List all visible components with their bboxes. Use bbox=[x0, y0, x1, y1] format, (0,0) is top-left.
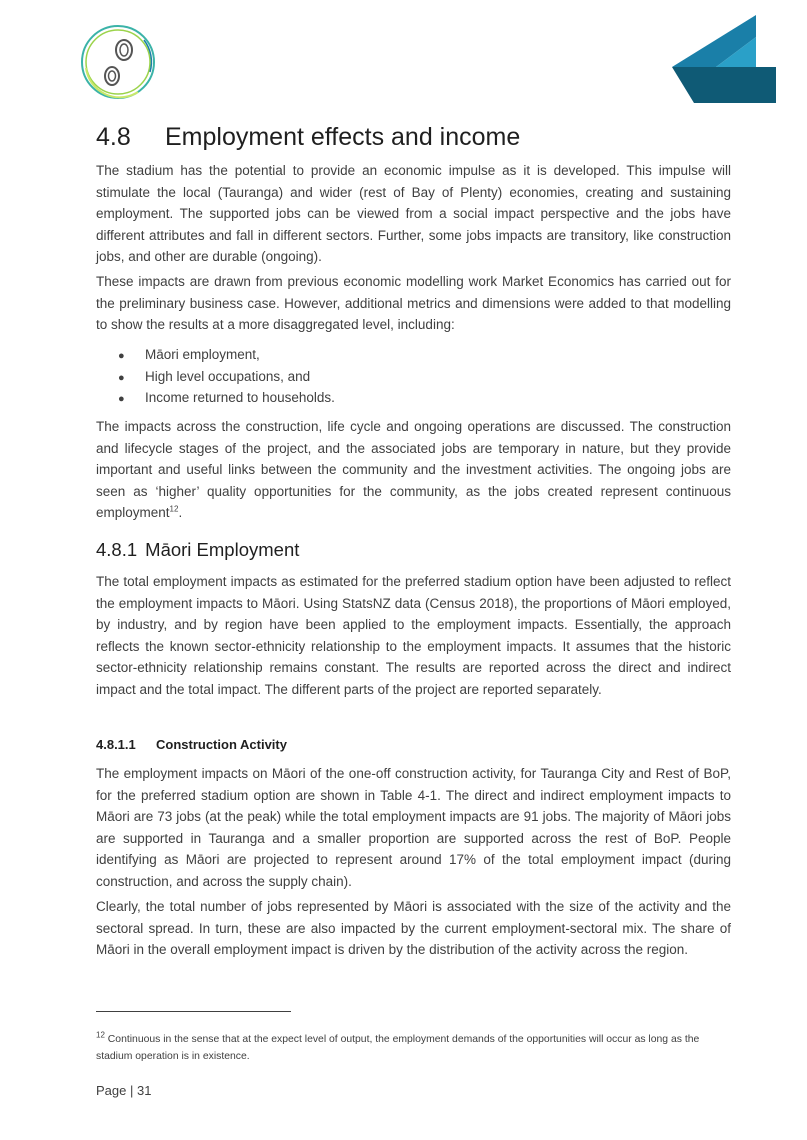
section-title: Employment effects and income bbox=[165, 123, 521, 151]
list-item: ● High level occupations, and bbox=[118, 366, 335, 388]
subsubsection-title: Construction Activity bbox=[156, 737, 287, 752]
footprints-circle-logo bbox=[78, 22, 158, 102]
chevron-z-logo bbox=[670, 15, 778, 103]
subsubsection-number: 4.8.1.1 bbox=[96, 737, 136, 752]
subsection-number: 4.8.1 bbox=[96, 539, 138, 560]
section-heading bbox=[96, 123, 520, 152]
footnote-ref[interactable]: 12 bbox=[169, 504, 179, 514]
subsection-title: Māori Employment bbox=[145, 539, 300, 560]
construction-paragraph-2: Clearly, the total number of jobs represented by Māori is associated with the size of the activity and the sectoral spread. In turn, these are also impacted by the current employment-sectoral mix. The share of Māori in the overall employment impact is driven by the distribution of the activity across the region. bbox=[96, 899, 731, 957]
list-item: ● Income returned to households. bbox=[118, 387, 335, 409]
subsubsection-heading bbox=[96, 737, 287, 752]
bullet-list bbox=[118, 344, 335, 409]
subsection-paragraph: The total employment impacts as estimated for the preferred stadium option have been adjusted to reflect the employment impacts to Māori. Using StatsNZ data (Census 2018), the proportions of Māori employed, by industry, and by region have been applied to the employment impacts. Essentially, the approach reflects the known sector-ethnicity relationship to the employment impacts. It assumes that the historic sector-ethnicity relationship remains constant. The results are reported across the direct and indirect impact and the total impact. The different parts of the project are reported separately. bbox=[96, 574, 731, 697]
bullet-icon: ● bbox=[118, 393, 125, 405]
paragraph-1: The stadium has the potential to provide an economic impulse as it is developed. This impulse will stimulate the local (Tauranga) and wider (rest of Bay of Plenty) economies, creating and sustaining employment. The supported jobs can be viewed from a social impact perspective and the jobs have different attributes and fall in different sectors. Further, some jobs impacts are transitory, like construction jobs, and other are durable (ongoing). bbox=[96, 163, 731, 264]
bullet-icon: ● bbox=[118, 371, 125, 384]
bullet-icon: ● bbox=[118, 350, 125, 362]
page-number: Page | 31 bbox=[96, 1083, 152, 1098]
footnote-number: 12 bbox=[96, 1030, 105, 1040]
subsection-heading bbox=[96, 539, 299, 561]
list-item: ● Māori employment, bbox=[118, 344, 335, 366]
section-number: 4.8 bbox=[96, 123, 131, 151]
paragraph-3: The impacts across the construction, life cycle and ongoing operations are discussed. The construction and lifecycle stages of the project, and the associated jobs are temporary in nature, but they provide important and useful links between the community and the investment activities. The ongoing jobs are seen as ‘higher’ quality opportunities for the community, as the jobs created represent continuous employment$^{12}$. bbox=[96, 419, 731, 520]
paragraph-2: These impacts are drawn from previous economic modelling work Market Economics has carried out for the preliminary business case. However, additional metrics and dimensions were added to that modelling to show the results at a more disaggregated level, including: bbox=[96, 274, 731, 332]
construction-paragraph-1: The employment impacts on Māori of the one-off construction activity, for Tauranga City and Rest of BoP, for the preferred stadium option are shown in Table 4-1. The direct and indirect employment impacts to Māori are 73 jobs (at the peak) while the total employment impacts are 91 jobs. The majority of Māori jobs are supported in Tauranga and a smaller proportion are supported across the rest of BoP. People identifying as Māori are projected to represent around 17% of the total employment impact (during construction, and across the supply chain). bbox=[96, 766, 731, 889]
footnote: $^{12}$ Continuous in the sense that at the expect level of output, the employment demands of the opportunities will occur as long as the stadium operation is in existence. bbox=[96, 1030, 700, 1062]
footnote-divider bbox=[96, 1011, 291, 1012]
